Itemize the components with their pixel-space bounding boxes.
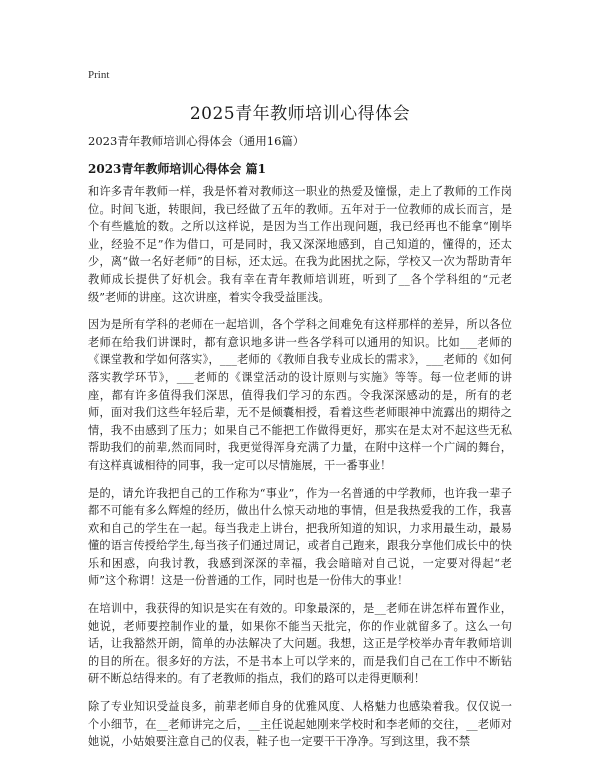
document-subtitle: 2023青年教师培训心得体会（通用16篇） bbox=[88, 134, 305, 148]
body-text bbox=[88, 183, 512, 761]
paragraph: 除了专业知识受益良多，前辈老师自身的优雅风度、人格魅力也感染着我。仅仅说一个小细节，在__老师讲完之后，__主任说起她刚来学校时和李老师的交往，__老师对她说，小姑娘要注意自己的仪表，鞋子也一定要干干净净。写到这里，我不禁 bbox=[88, 700, 512, 749]
paragraph: 和许多青年教师一样，我是怀着对教师这一职业的热爱及憧憬，走上了教师的工作岗位。时间飞逝，转眼间，我已经做了五年的教师。五年对于一位教师的成长而言，是个有些尴尬的数。之所以这样说，是因为当工作出现问题，我已经再也不能拿“刚毕业，经验不足”作为借口，可是同时，我又深深地感到，自己知道的，懂得的，还太少，离“做一名好老师”的目标，还太远。在我为此困扰之际，学校又一次为帮助青年教师成长提供了好机会。我有幸在青年教师培训班，听到了__各个学科组的“元老级”老师的讲座。这次讲座，着实令我受益匪浅。 bbox=[88, 185, 512, 304]
section-heading: 2023青年教师培训心得体会 篇1 bbox=[88, 162, 266, 176]
paragraph: 在培训中，我获得的知识是实在有效的。印象最深的，是__老师在讲怎样布置作业，她说，老师要控制作业的量，如果你不能当天批完，你的作业就留多了。这么一句话，让我豁然开朗，简单的办法解决了大问题。我想，这正是学校举办青年教师培训的目的所在。很多好的方法，不是书本上可以学来的，而是我们自己在工作中不断钻研不断总结得来的。有了老教师的指点，我们的路可以走得更顺利！ bbox=[88, 602, 512, 686]
document-title: 2025青年教师培训心得体会 bbox=[189, 104, 411, 124]
paragraph: 是的，请允许我把自己的工作称为“事业”，作为一名普通的中学教师，也许我一辈子都不可能有多么辉煌的经历，做出什么惊天动地的事情，但是我热爱我的工作，我喜欢和自己的学生在一起。每当我走上讲台，把我所知道的知识，力求用最生动，最易懂的语言传授给学生,每当孩子们通过周记，或者自己跑来，跟我分享他们成长中的快乐和困惑，向我讨教，我感到深深的幸福，我会暗暗对自己说，一定要对得起“老师”这个称谓！这是一份普通的工作，同时也是一份伟大的事业！ bbox=[88, 486, 512, 588]
print-link[interactable]: Print bbox=[88, 69, 110, 81]
paragraph: 因为是所有学科的老师在一起培训，各个学科之间难免有这样那样的差异，所以各位老师在给我们讲课时，都有意识地多讲一些各学科可以通用的知识。比如___老师的《课堂教和学如何落实》，___老师的《教师自我专业成长的需求》，___老师的《如何落实教学环节》，___老师的《课堂活动的设计原则与实施》等等。每一位老师的讲座，都有许多值得我们深思，值得我们学习的东西。令我深深感动的是，所有的老师，面对我们这些年轻后辈，无不是倾囊相授，看着这些老师眼神中流露出的期待之情，我不由感到了压力；如果自己不能把工作做得更好，那实在是太对不起这些无私帮助我们的前辈,然而同时，我更觉得浑身充满了力量，在附中这样一个广阔的舞台，有这样真诚相待的同事，我一定可以尽情施展，干一番事业！ bbox=[88, 318, 512, 472]
